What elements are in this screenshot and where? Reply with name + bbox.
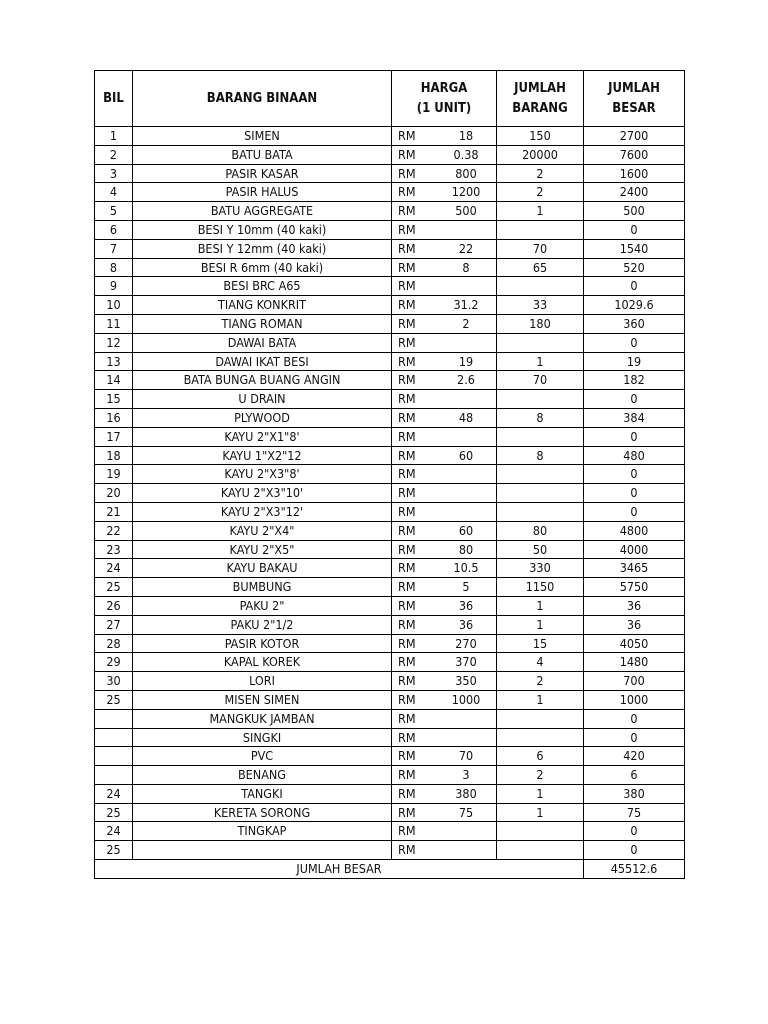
cell-barang: KAYU 2"X4": [133, 521, 392, 540]
header-jumlah-besar-line2: BESAR: [612, 100, 656, 116]
cell-barang: KAYU 2"X3"8': [133, 465, 392, 484]
cell-jumlah-besar: 2400: [584, 183, 685, 202]
cell-currency: RM: [392, 484, 445, 503]
cell-harga: 36: [444, 615, 497, 634]
cell-harga: 1200: [444, 183, 497, 202]
cell-bil: 25: [95, 690, 133, 709]
cell-harga: 22: [444, 239, 497, 258]
table-row: [95, 164, 685, 183]
cell-jumlah-barang: 33: [497, 296, 584, 315]
cell-jumlah-besar: 2700: [584, 127, 685, 146]
cell-jumlah-besar: 4000: [584, 540, 685, 559]
cell-barang: BATA BUNGA BUANG ANGIN: [133, 371, 392, 390]
cell-harga: 48: [444, 408, 497, 427]
table-row: [95, 333, 685, 352]
table-row: [95, 484, 685, 503]
cell-jumlah-besar: 0: [584, 390, 685, 409]
table-row: [95, 540, 685, 559]
cell-bil: 18: [95, 446, 133, 465]
header-harga-line1: HARGA: [420, 80, 468, 96]
cell-jumlah-besar: 1000: [584, 690, 685, 709]
cell-harga: 500: [444, 202, 497, 221]
cell-barang: MISEN SIMEN: [133, 690, 392, 709]
cell-barang: DAWAI BATA: [133, 333, 392, 352]
cell-jumlah-barang: [497, 822, 584, 841]
cell-harga: [444, 390, 497, 409]
cell-jumlah-besar: 0: [584, 502, 685, 521]
header-jumlah-barang-line2: BARANG: [512, 100, 568, 116]
cell-currency: RM: [392, 145, 445, 164]
cell-harga: [444, 333, 497, 352]
cell-jumlah-barang: 70: [497, 371, 584, 390]
cell-jumlah-barang: [497, 484, 584, 503]
cell-bil: 11: [95, 314, 133, 333]
cell-jumlah-besar: 0: [584, 822, 685, 841]
cell-jumlah-barang: [497, 277, 584, 296]
cell-currency: RM: [392, 709, 445, 728]
cell-jumlah-besar: 384: [584, 408, 685, 427]
cell-barang: BATU AGGREGATE: [133, 202, 392, 221]
cell-currency: RM: [392, 352, 445, 371]
cell-jumlah-barang: [497, 728, 584, 747]
cell-barang: TINGKAP: [133, 822, 392, 841]
cell-barang: PVC: [133, 747, 392, 766]
header-jumlah-barang-line1: JUMLAH: [514, 80, 566, 96]
cell-bil: 25: [95, 803, 133, 822]
table-row: [95, 390, 685, 409]
cell-jumlah-besar: 0: [584, 277, 685, 296]
cell-bil: 1: [95, 127, 133, 146]
cell-jumlah-barang: 2: [497, 672, 584, 691]
cell-harga: 3: [444, 766, 497, 785]
cell-jumlah-barang: [497, 390, 584, 409]
table-row: [95, 239, 685, 258]
cell-jumlah-barang: 4: [497, 653, 584, 672]
cell-currency: RM: [392, 183, 445, 202]
cell-jumlah-besar: 0: [584, 465, 685, 484]
table-row: [95, 841, 685, 860]
cell-currency: RM: [392, 427, 445, 446]
cell-jumlah-besar: 0: [584, 841, 685, 860]
cell-harga: 70: [444, 747, 497, 766]
cell-harga: 75: [444, 803, 497, 822]
cell-jumlah-barang: 1: [497, 596, 584, 615]
header-harga-line2: (1 UNIT): [416, 100, 472, 116]
cell-jumlah-barang: 1150: [497, 578, 584, 597]
cell-barang: TIANG ROMAN: [133, 314, 392, 333]
cell-harga: [444, 709, 497, 728]
cell-jumlah-besar: 0: [584, 709, 685, 728]
table-row: [95, 728, 685, 747]
cell-currency: RM: [392, 578, 445, 597]
header-jumlah-besar-line1: JUMLAH: [608, 80, 660, 96]
cell-barang: TIANG KONKRIT: [133, 296, 392, 315]
cell-harga: 60: [444, 446, 497, 465]
cell-bil: 10: [95, 296, 133, 315]
cell-harga: 800: [444, 164, 497, 183]
cell-barang: BESI Y 10mm (40 kaki): [133, 220, 392, 239]
table-row: [95, 145, 685, 164]
cell-jumlah-barang: [497, 502, 584, 521]
table-row: [95, 446, 685, 465]
cell-jumlah-barang: 1: [497, 202, 584, 221]
cell-bil: 30: [95, 672, 133, 691]
cell-harga: 0.38: [444, 145, 497, 164]
cell-jumlah-barang: 50: [497, 540, 584, 559]
table-row: [95, 615, 685, 634]
cell-currency: RM: [392, 521, 445, 540]
cell-currency: RM: [392, 239, 445, 258]
table-row: [95, 427, 685, 446]
cell-currency: RM: [392, 615, 445, 634]
cell-jumlah-besar: 1540: [584, 239, 685, 258]
cell-currency: RM: [392, 371, 445, 390]
cell-barang: BESI R 6mm (40 kaki): [133, 258, 392, 277]
table-row: [95, 296, 685, 315]
cell-currency: RM: [392, 465, 445, 484]
cell-jumlah-besar: 3465: [584, 559, 685, 578]
table-row: [95, 709, 685, 728]
cell-jumlah-barang: 2: [497, 164, 584, 183]
cell-harga: 10.5: [444, 559, 497, 578]
cell-currency: RM: [392, 296, 445, 315]
cell-barang: BATU BATA: [133, 145, 392, 164]
cell-harga: [444, 822, 497, 841]
cell-barang: KAYU 2"X3"12': [133, 502, 392, 521]
cell-jumlah-barang: 8: [497, 446, 584, 465]
cell-harga: 380: [444, 784, 497, 803]
cell-currency: RM: [392, 634, 445, 653]
table-row: [95, 352, 685, 371]
cell-jumlah-barang: 6: [497, 747, 584, 766]
cell-bil: 5: [95, 202, 133, 221]
cell-barang: PASIR HALUS: [133, 183, 392, 202]
cell-barang: BESI BRC A65: [133, 277, 392, 296]
cell-barang: KAYU 2"X3"10': [133, 484, 392, 503]
cell-jumlah-besar: 1029.6: [584, 296, 685, 315]
cell-currency: RM: [392, 728, 445, 747]
cell-barang: U DRAIN: [133, 390, 392, 409]
cell-jumlah-besar: 36: [584, 596, 685, 615]
cell-jumlah-besar: 0: [584, 333, 685, 352]
cell-jumlah-barang: 150: [497, 127, 584, 146]
cell-jumlah-besar: 700: [584, 672, 685, 691]
header-jumlah-besar: [584, 71, 685, 127]
cell-bil: 28: [95, 634, 133, 653]
cell-bil: 19: [95, 465, 133, 484]
cell-bil: [95, 709, 133, 728]
cell-jumlah-besar: 4800: [584, 521, 685, 540]
cell-currency: RM: [392, 408, 445, 427]
table-row: [95, 220, 685, 239]
table-row: [95, 578, 685, 597]
table-row: [95, 766, 685, 785]
cell-bil: [95, 747, 133, 766]
table-row: [95, 202, 685, 221]
cell-bil: 26: [95, 596, 133, 615]
cell-harga: 18: [444, 127, 497, 146]
cell-currency: RM: [392, 314, 445, 333]
cell-harga: 8: [444, 258, 497, 277]
cell-currency: RM: [392, 333, 445, 352]
cell-barang: KAYU 1"X2"12: [133, 446, 392, 465]
cell-jumlah-besar: 0: [584, 427, 685, 446]
cell-harga: 80: [444, 540, 497, 559]
cell-barang: TANGKI: [133, 784, 392, 803]
cell-harga: 5: [444, 578, 497, 597]
cell-currency: RM: [392, 164, 445, 183]
table-row: [95, 277, 685, 296]
table-row: [95, 465, 685, 484]
table-row: [95, 371, 685, 390]
cell-jumlah-barang: 1: [497, 690, 584, 709]
cell-barang: KAYU 2"X5": [133, 540, 392, 559]
cell-bil: 14: [95, 371, 133, 390]
table-row: [95, 803, 685, 822]
cell-bil: 13: [95, 352, 133, 371]
table-row: [95, 596, 685, 615]
table-row: [95, 690, 685, 709]
cell-jumlah-barang: [497, 427, 584, 446]
cell-jumlah-barang: [497, 220, 584, 239]
cell-currency: RM: [392, 540, 445, 559]
cell-harga: [444, 841, 497, 860]
cell-bil: 6: [95, 220, 133, 239]
table-body: [95, 127, 685, 860]
cell-jumlah-barang: [497, 841, 584, 860]
cell-jumlah-besar: 182: [584, 371, 685, 390]
cell-bil: 22: [95, 521, 133, 540]
cell-jumlah-barang: [497, 709, 584, 728]
cell-jumlah-besar: 6: [584, 766, 685, 785]
table-row: [95, 672, 685, 691]
cell-harga: 31.2: [444, 296, 497, 315]
cell-barang: MANGKUK JAMBAN: [133, 709, 392, 728]
table-row: [95, 408, 685, 427]
cell-jumlah-besar: 360: [584, 314, 685, 333]
cell-bil: 23: [95, 540, 133, 559]
cell-jumlah-besar: 7600: [584, 145, 685, 164]
cell-jumlah-besar: 4050: [584, 634, 685, 653]
cell-harga: [444, 220, 497, 239]
cell-harga: 350: [444, 672, 497, 691]
cell-jumlah-barang: 15: [497, 634, 584, 653]
cell-jumlah-barang: 2: [497, 766, 584, 785]
cell-barang: PASIR KOTOR: [133, 634, 392, 653]
table-row: [95, 127, 685, 146]
cell-bil: 24: [95, 784, 133, 803]
cell-harga: 36: [444, 596, 497, 615]
cell-harga: 370: [444, 653, 497, 672]
cell-bil: 20: [95, 484, 133, 503]
cell-bil: [95, 766, 133, 785]
cell-currency: RM: [392, 653, 445, 672]
cell-barang: DAWAI IKAT BESI: [133, 352, 392, 371]
cell-bil: 24: [95, 822, 133, 841]
cell-jumlah-besar: 520: [584, 258, 685, 277]
cell-barang: PASIR KASAR: [133, 164, 392, 183]
cell-jumlah-besar: 1600: [584, 164, 685, 183]
cell-bil: 25: [95, 841, 133, 860]
cell-barang: KAPAL KOREK: [133, 653, 392, 672]
cell-bil: 2: [95, 145, 133, 164]
total-row: [95, 860, 685, 879]
cell-jumlah-barang: [497, 465, 584, 484]
cell-jumlah-besar: 0: [584, 484, 685, 503]
cell-barang: LORI: [133, 672, 392, 691]
cell-currency: RM: [392, 277, 445, 296]
cell-currency: RM: [392, 803, 445, 822]
cell-currency: RM: [392, 822, 445, 841]
cell-barang: KAYU 2"X1"8': [133, 427, 392, 446]
cell-currency: RM: [392, 596, 445, 615]
cell-bil: 17: [95, 427, 133, 446]
cell-jumlah-barang: 2: [497, 183, 584, 202]
cell-harga: [444, 728, 497, 747]
cell-jumlah-barang: 65: [497, 258, 584, 277]
cell-barang: KAYU BAKAU: [133, 559, 392, 578]
header-barang: BARANG BINAAN: [133, 71, 392, 127]
table-row: [95, 822, 685, 841]
header-harga: [392, 71, 497, 127]
table-row: [95, 183, 685, 202]
cell-bil: 24: [95, 559, 133, 578]
cell-barang: BESI Y 12mm (40 kaki): [133, 239, 392, 258]
cell-jumlah-barang: [497, 333, 584, 352]
table-row: [95, 634, 685, 653]
cell-jumlah-barang: 330: [497, 559, 584, 578]
cell-currency: RM: [392, 559, 445, 578]
table-row: [95, 314, 685, 333]
cell-jumlah-barang: 180: [497, 314, 584, 333]
cell-harga: 2: [444, 314, 497, 333]
table-row: [95, 559, 685, 578]
cell-bil: [95, 728, 133, 747]
cell-harga: [444, 484, 497, 503]
header-jumlah-barang: [497, 71, 584, 127]
cell-jumlah-besar: 500: [584, 202, 685, 221]
cell-bil: 16: [95, 408, 133, 427]
cell-currency: RM: [392, 672, 445, 691]
cell-currency: RM: [392, 202, 445, 221]
header-bil: BIL: [95, 71, 133, 127]
cell-bil: 3: [95, 164, 133, 183]
cell-jumlah-barang: 1: [497, 615, 584, 634]
cell-harga: 1000: [444, 690, 497, 709]
cell-bil: 15: [95, 390, 133, 409]
cell-jumlah-barang: 70: [497, 239, 584, 258]
cell-bil: 8: [95, 258, 133, 277]
cell-currency: RM: [392, 258, 445, 277]
total-value: 45512.6: [584, 860, 685, 879]
cell-currency: RM: [392, 784, 445, 803]
table-row: [95, 784, 685, 803]
cell-barang: BUMBUNG: [133, 578, 392, 597]
cell-harga: 2.6: [444, 371, 497, 390]
cell-barang: BENANG: [133, 766, 392, 785]
cell-jumlah-besar: 75: [584, 803, 685, 822]
cell-harga: [444, 427, 497, 446]
cell-currency: RM: [392, 446, 445, 465]
cell-currency: RM: [392, 220, 445, 239]
cell-harga: [444, 502, 497, 521]
cell-harga: 19: [444, 352, 497, 371]
cell-jumlah-besar: 5750: [584, 578, 685, 597]
cell-currency: RM: [392, 766, 445, 785]
cell-jumlah-barang: 20000: [497, 145, 584, 164]
cell-currency: RM: [392, 841, 445, 860]
cell-jumlah-barang: 1: [497, 784, 584, 803]
cell-jumlah-besar: 0: [584, 728, 685, 747]
table-row: [95, 258, 685, 277]
cell-barang: PAKU 2"1/2: [133, 615, 392, 634]
table-row: [95, 653, 685, 672]
cell-jumlah-barang: 8: [497, 408, 584, 427]
cell-currency: RM: [392, 690, 445, 709]
cell-jumlah-barang: 1: [497, 803, 584, 822]
cell-barang: SIMEN: [133, 127, 392, 146]
table-row: [95, 521, 685, 540]
cell-currency: RM: [392, 502, 445, 521]
cell-harga: 60: [444, 521, 497, 540]
cell-barang: [133, 841, 392, 860]
cell-bil: 7: [95, 239, 133, 258]
cell-barang: PLYWOOD: [133, 408, 392, 427]
cell-jumlah-besar: 480: [584, 446, 685, 465]
cell-jumlah-besar: 380: [584, 784, 685, 803]
cell-bil: 9: [95, 277, 133, 296]
cell-barang: SINGKI: [133, 728, 392, 747]
cell-bil: 29: [95, 653, 133, 672]
cell-bil: 4: [95, 183, 133, 202]
header-row: [95, 71, 685, 127]
cell-jumlah-besar: 36: [584, 615, 685, 634]
cell-currency: RM: [392, 390, 445, 409]
cell-harga: [444, 465, 497, 484]
cell-jumlah-besar: 420: [584, 747, 685, 766]
cell-jumlah-barang: 80: [497, 521, 584, 540]
cell-harga: [444, 277, 497, 296]
cell-currency: RM: [392, 127, 445, 146]
cell-bil: 21: [95, 502, 133, 521]
cell-jumlah-besar: 0: [584, 220, 685, 239]
cell-barang: KERETA SORONG: [133, 803, 392, 822]
table-row: [95, 747, 685, 766]
cell-jumlah-besar: 1480: [584, 653, 685, 672]
cell-currency: RM: [392, 747, 445, 766]
cell-jumlah-besar: 19: [584, 352, 685, 371]
cell-bil: 25: [95, 578, 133, 597]
cell-barang: PAKU 2": [133, 596, 392, 615]
table-row: [95, 502, 685, 521]
cost-table: [94, 70, 685, 879]
cell-bil: 12: [95, 333, 133, 352]
cell-bil: 27: [95, 615, 133, 634]
total-label: JUMLAH BESAR: [95, 860, 584, 879]
cell-harga: 270: [444, 634, 497, 653]
cell-jumlah-barang: 1: [497, 352, 584, 371]
